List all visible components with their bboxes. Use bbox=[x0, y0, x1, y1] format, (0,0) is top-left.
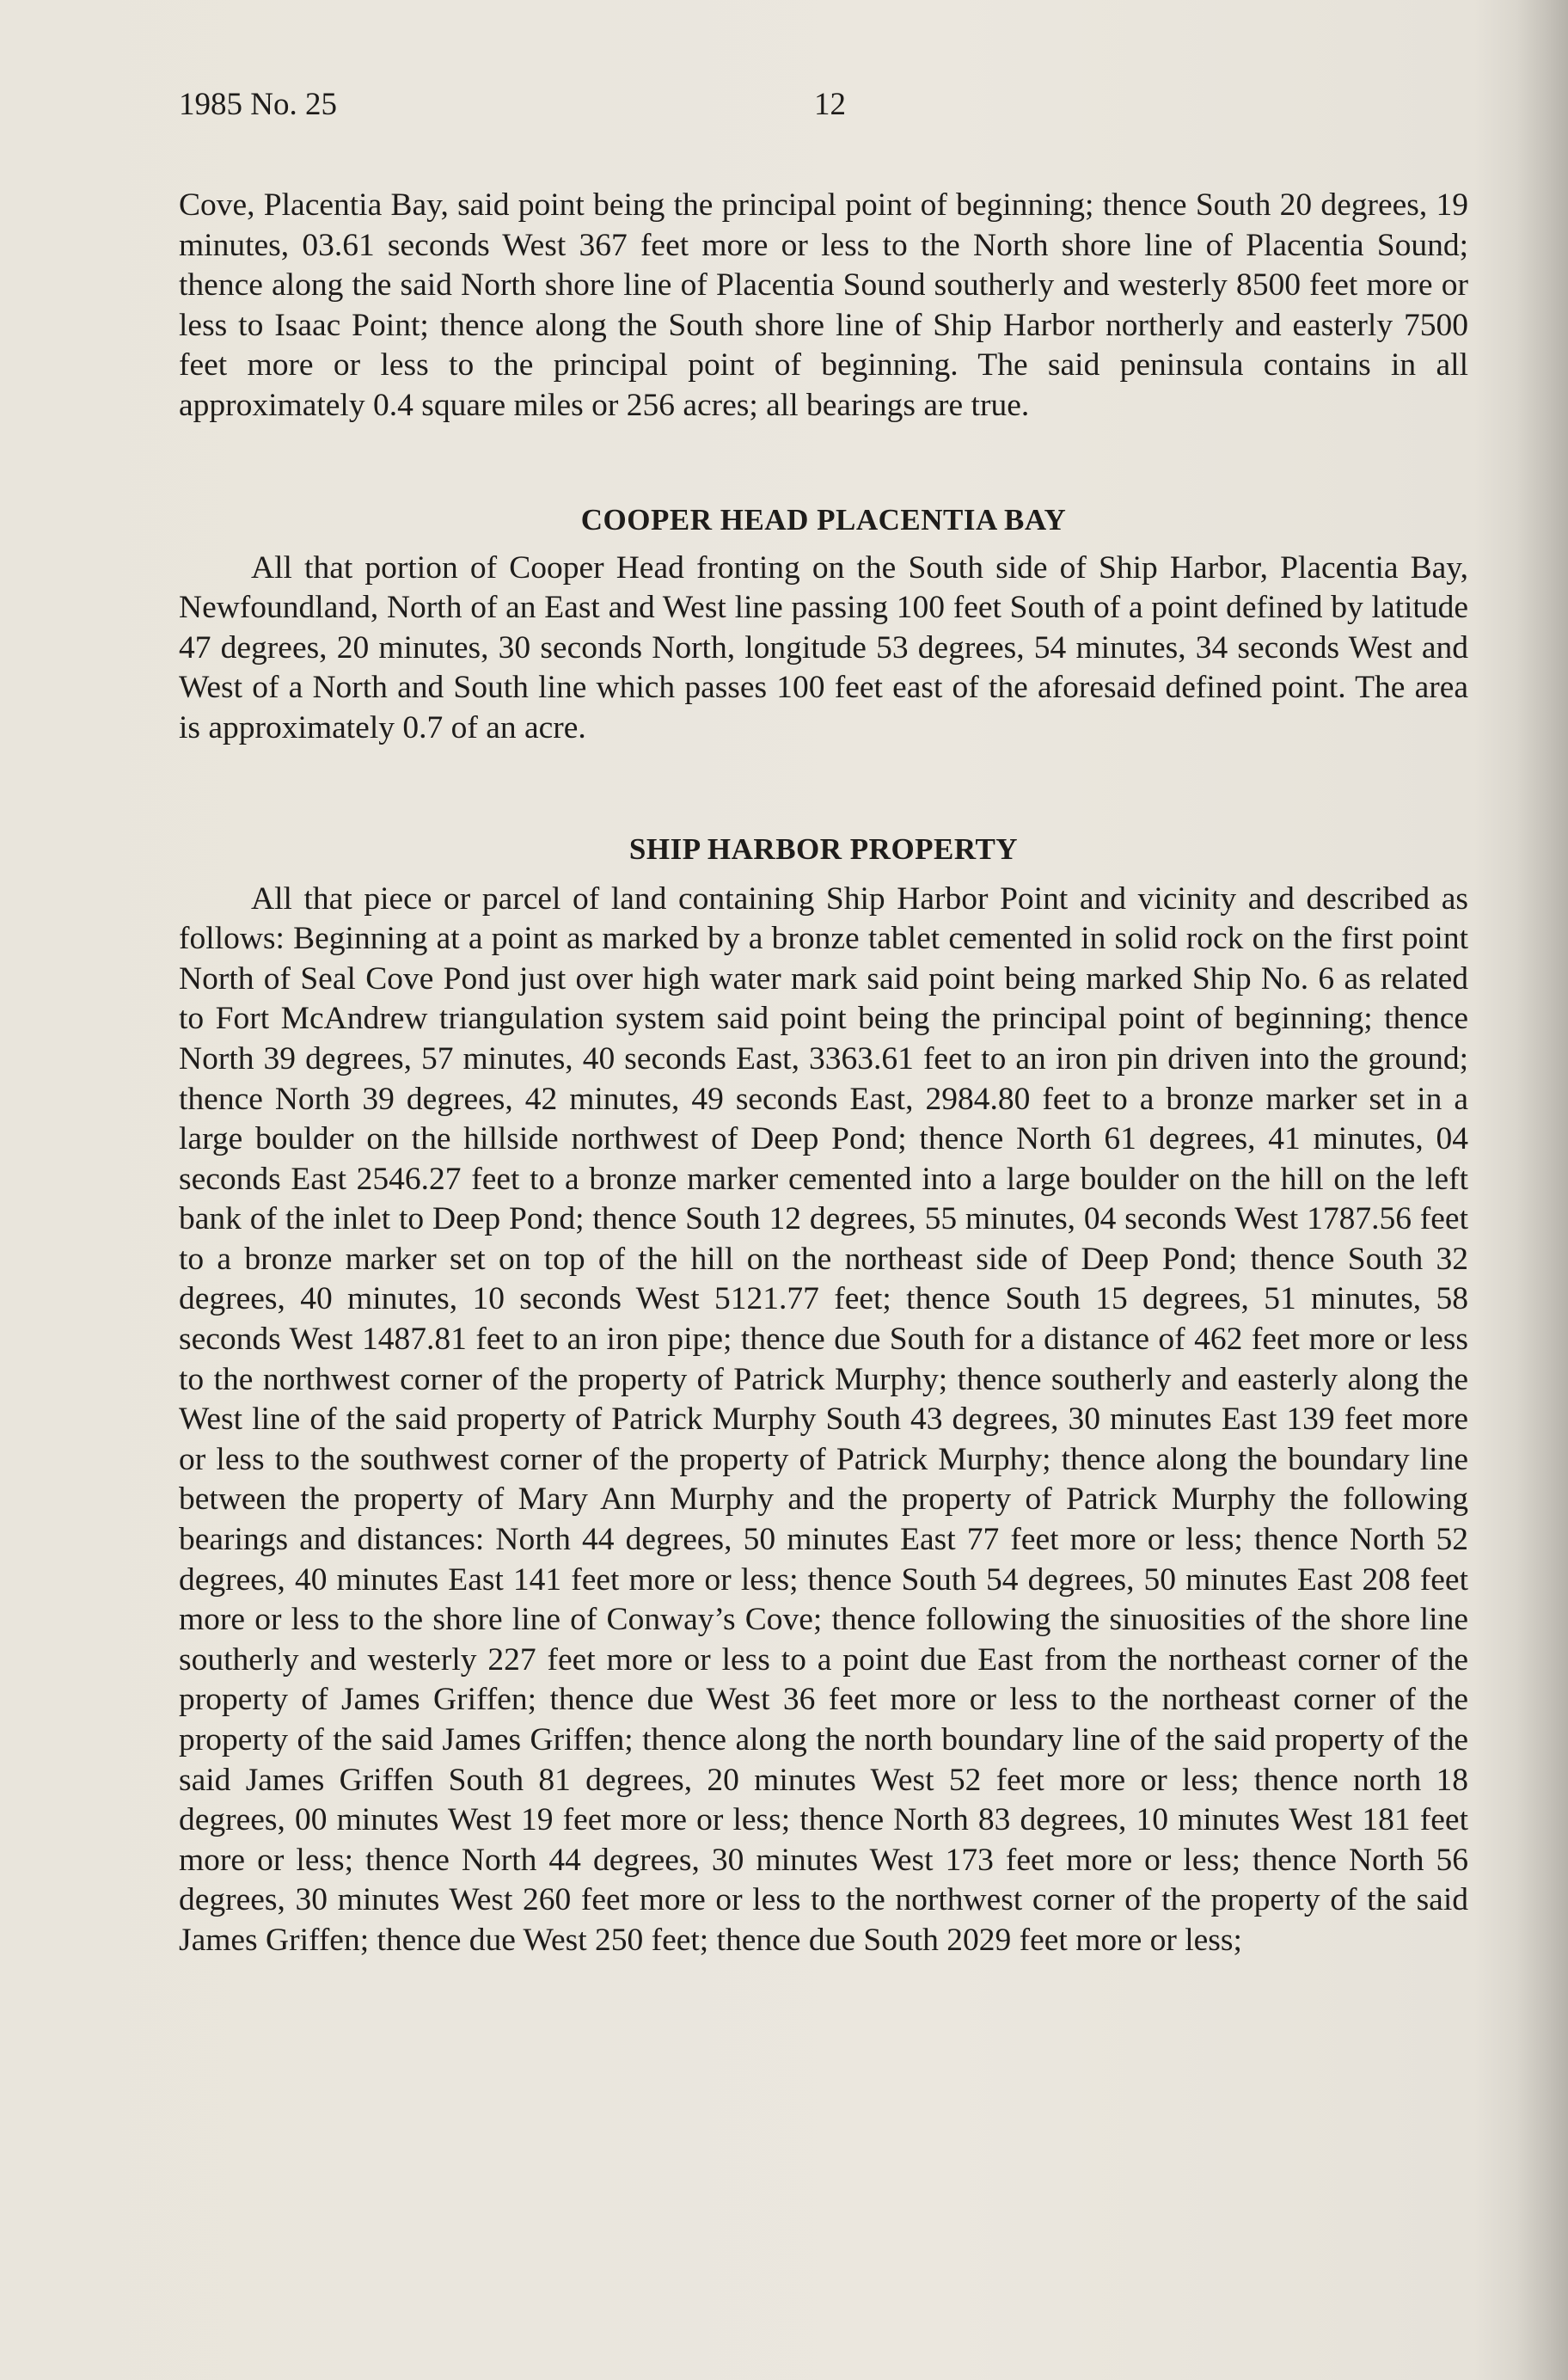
section-heading-cooper-head: COOPER HEAD PLACENTIA BAY bbox=[580, 502, 1067, 537]
paragraph-ship-harbor: All that piece or parcel of land containing Ship Harbor Point and vicinity and described as follows: Beginning at a point as marked by a bronze tablet cemented in solid rock on the first point North of Seal Cove Pond just over high water mark said point being marked Ship No. 6 as related to Fort McAndrew triangulation system said point being the principal point of beginning; thence North 39 degrees, 57 minutes, 40 seconds East, 3363.61 feet to an iron pin driven into the ground; thence North 39 degrees, 42 minutes, 49 seconds East, 2984.80 feet to a bronze marker set in a large boulder on the hillside northwest of Deep Pond; thence North 61 degrees, 41 minutes, 04 seconds East 2546.27 feet to a bronze marker cemented into a large boulder on the hill on the left bank of the inlet to Deep Pond; thence South 12 degrees, 55 minutes, 04 seconds West 1787.56 feet to a bronze marker set on top of the hill on the northeast side of Deep Pond; thence South 32 degrees, 40 minutes, 10 seconds West 5121.77 feet; thence South 15 degrees, 51 minutes, 58 seconds West 1487.81 feet to an iron pipe; thence due South for a distance of 462 feet more or less to the northwest corner of the property of Patrick Murphy; thence southerly and easterly along the West line of the said property of Patrick Murphy South 43 degrees, 30 minutes East 139 feet more or less to the southwest corner of the property of Patrick Murphy; thence along the boundary line between the property of Mary Ann Murphy and the property of Patrick Murphy the following bearings and distances: North 44 degrees, 50 minutes East 77 feet more or less; thence North 52 degrees, 40 minutes East 141 feet more or less; thence South 54 degrees, 50 minutes East 208 feet more or less to the shore line of Conway’s Cove; thence following the sinuosities of the shore line southerly and westerly 227 feet more or less to a point due East from the northeast corner of the property of James Griffen; thence due West 36 feet more or less to the northeast corner of the property of the said James Griffen; thence along the north boundary line of the said property of the said James Griffen South 81 degrees, 20 minutes West 52 feet more or less; thence north 18 degrees, 00 minutes West 19 feet more or less; thence North 83 degrees, 10 minutes West 181 feet more or less; thence North 44 degrees, 30 minutes West 173 feet more or less; thence North 56 degrees, 30 minutes West 260 feet more or less to the northwest corner of the property of the said James Griffen; thence due West 250 feet; thence due South 2029 feet more or less; bbox=[179, 880, 1468, 1958]
paragraph-cooper-head: All that portion of Cooper Head fronting on the South side of Ship Harbor, Placentia Bay, Newfoundland, North of an East and West line passing 100 feet South of a point defined by latitude 47 degrees, 20 minutes, 30 seconds North, longitude 53 degrees, 54 minutes, 34 seconds West and West of a North and South line which passes 100 feet east of the aforesaid defined point. The area is approximately 0.7 of an acre. bbox=[179, 549, 1468, 745]
page-number: 12 bbox=[814, 87, 846, 122]
page-header bbox=[179, 84, 1468, 136]
year-and-number: 1985 No. 25 bbox=[179, 87, 337, 122]
paragraph-continuation: Cove, Placentia Bay, said point being the principal point of beginning; thence South 20 degrees, 19 minutes, 03.61 seconds West 367 feet more or less to the North shore line of Placentia Sound; thence along the said North shore line of Placentia Sound southerly and westerly 8500 feet more or less to Isaac Point; thence along the South shore line of Ship Harbor northerly and easterly 7500 feet more or less to the principal point of beginning. The said peninsula contains in all approximately 0.4 square miles or 256 acres; all bearings are true. bbox=[179, 187, 1468, 423]
page-content bbox=[179, 186, 1468, 1961]
page-gutter-shadow bbox=[1516, 0, 1568, 2380]
section-heading-ship-harbor: SHIP HARBOR PROPERTY bbox=[628, 831, 1019, 866]
